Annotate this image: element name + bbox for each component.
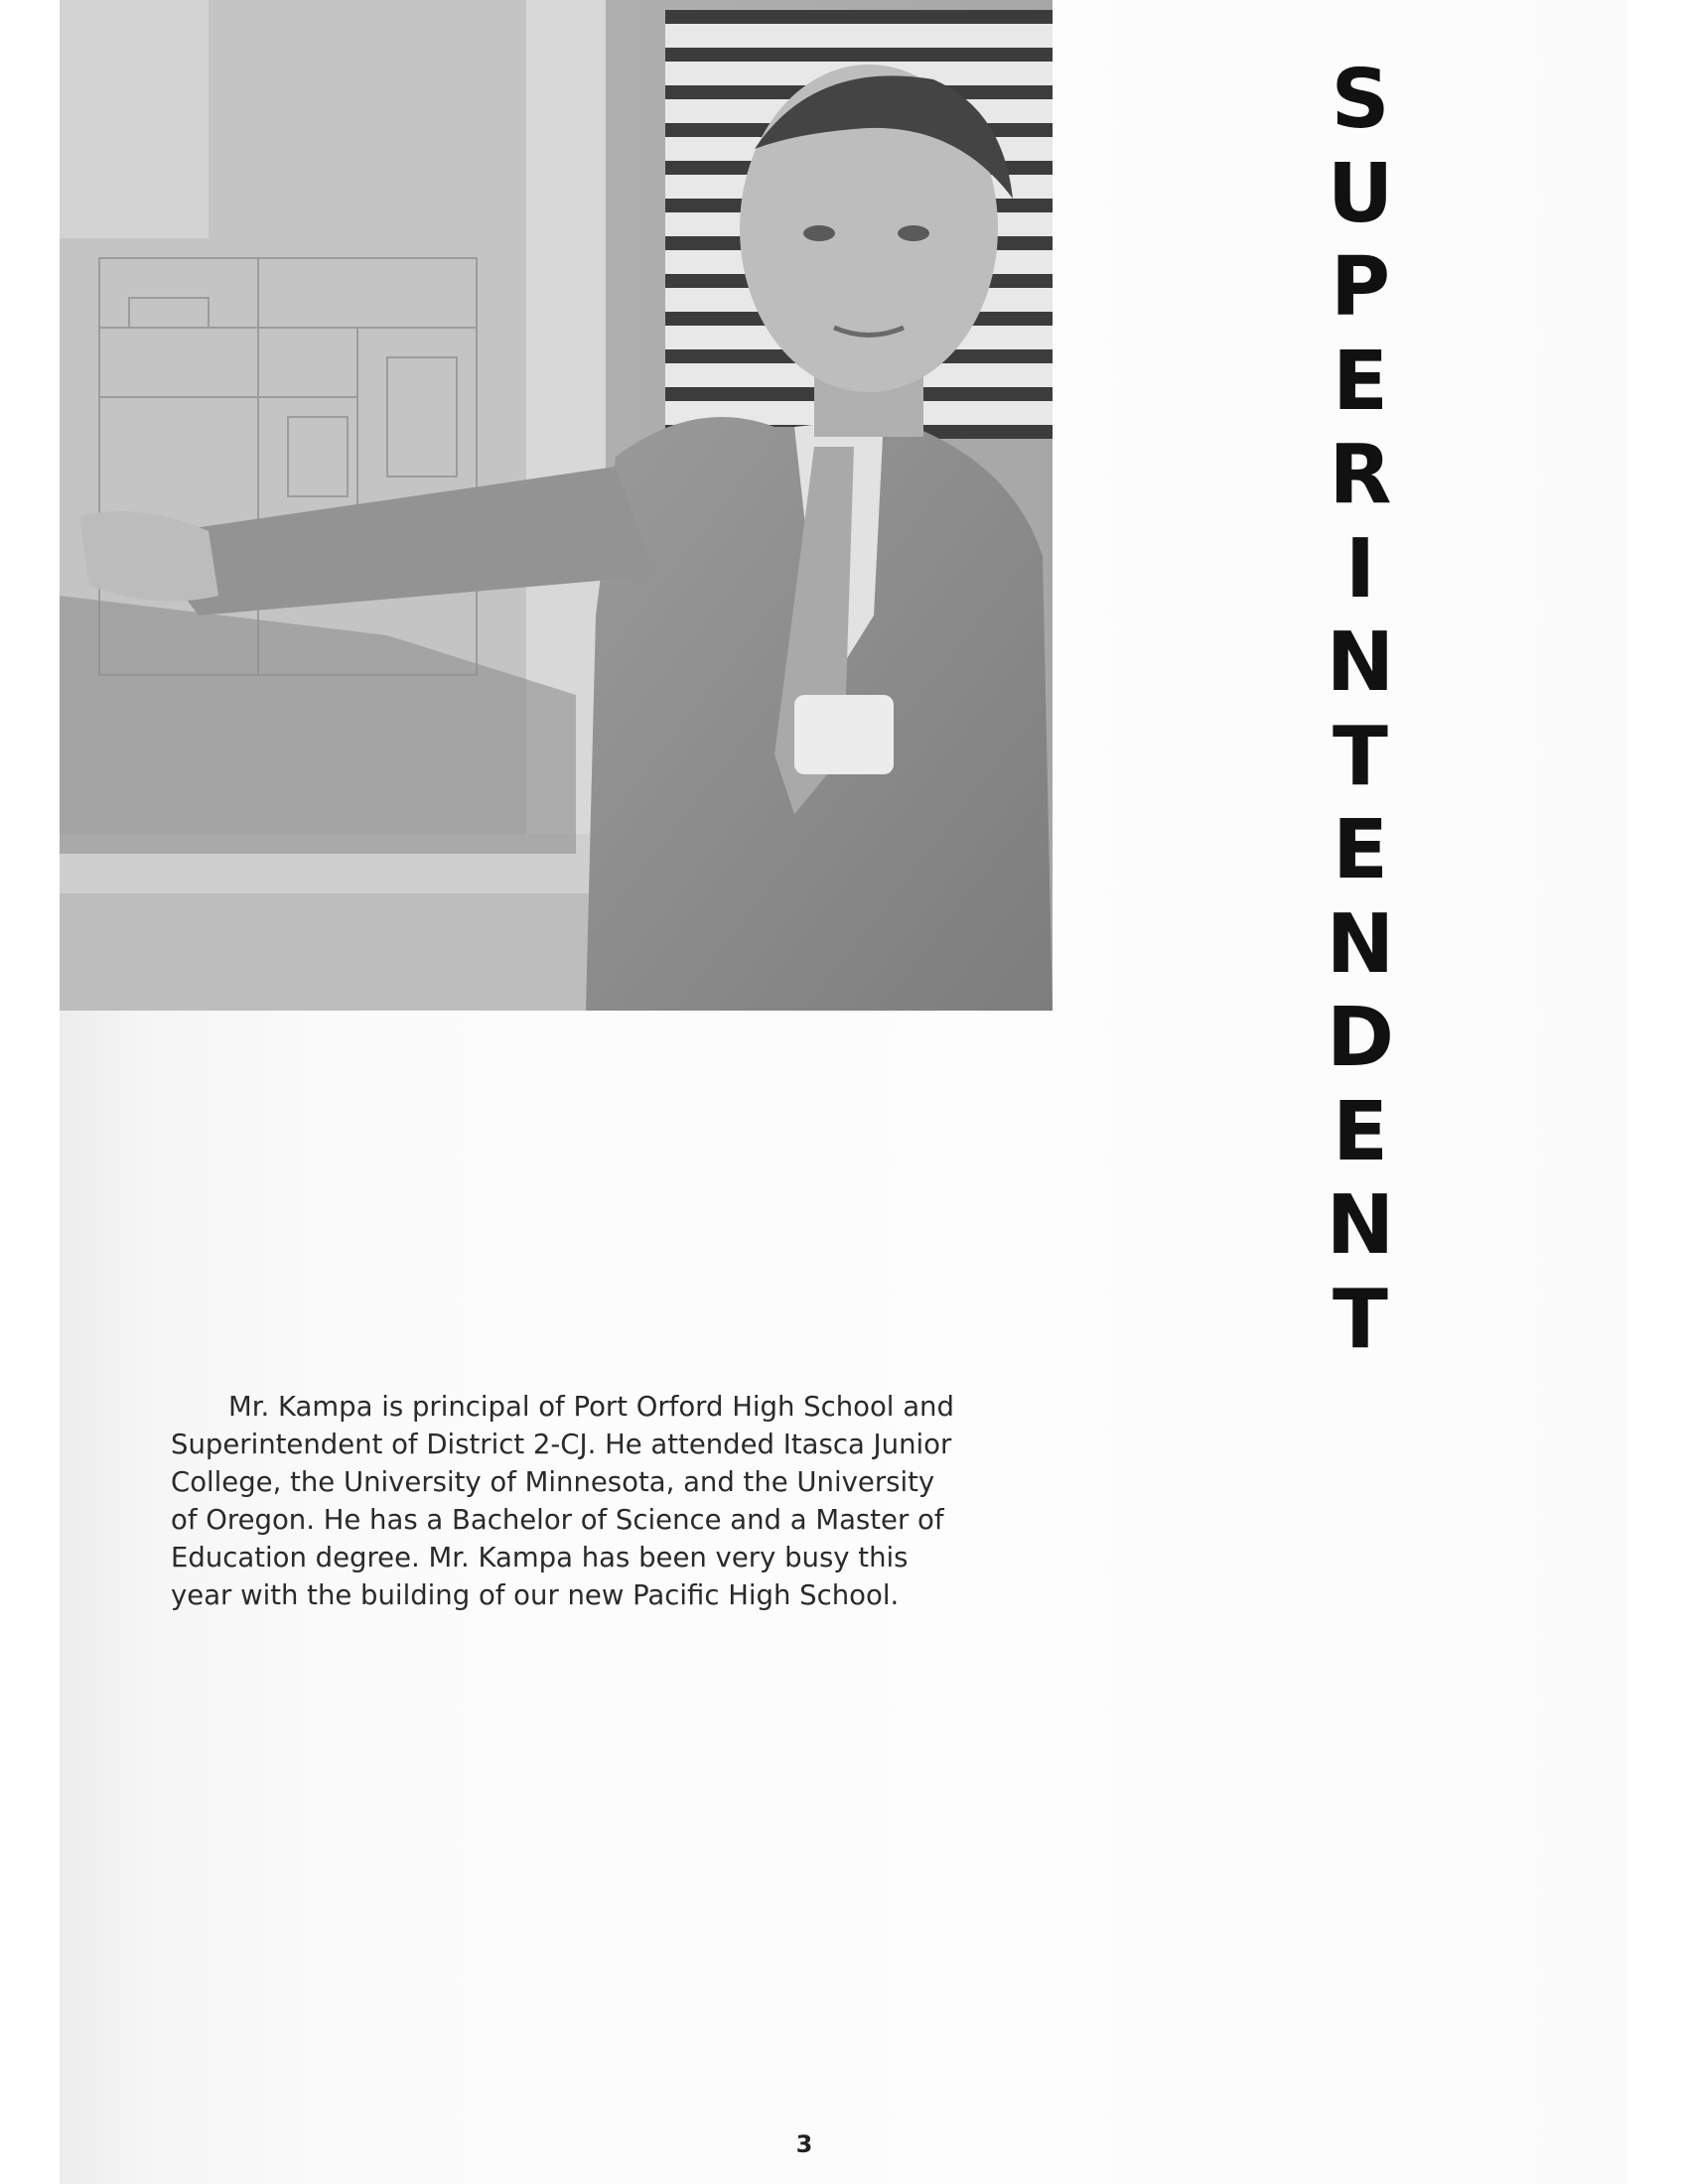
caption-line: Mr. Kampa is principal of Port Orford High School and bbox=[228, 1391, 954, 1423]
heading-letter: E bbox=[1332, 803, 1388, 897]
heading-letter: S bbox=[1331, 53, 1390, 147]
superintendent-heading bbox=[1291, 53, 1430, 1373]
superintendent-caption bbox=[171, 1388, 1084, 1614]
caption-line: Education degree. Mr. Kampa has been very busy this bbox=[171, 1542, 909, 1573]
heading-letter: E bbox=[1332, 1084, 1388, 1179]
heading-letter: D bbox=[1326, 991, 1395, 1085]
caption-line: Superintendent of District 2-CJ. He attended Itasca Junior bbox=[171, 1429, 952, 1460]
caption-line: year with the building of our new Pacific High School. bbox=[171, 1579, 900, 1611]
heading-letter: N bbox=[1326, 615, 1395, 710]
caption-line: of Oregon. He has a Bachelor of Science and a Master of bbox=[171, 1504, 944, 1536]
heading-letter: R bbox=[1329, 428, 1392, 522]
heading-letter: U bbox=[1327, 146, 1394, 241]
heading-letter: P bbox=[1330, 240, 1391, 335]
heading-letter: T bbox=[1333, 1272, 1388, 1367]
caption-line: College, the University of Minnesota, and the University bbox=[171, 1466, 935, 1498]
heading-letter: I bbox=[1344, 521, 1376, 616]
page-number: 3 bbox=[795, 2130, 813, 2158]
superintendent-photo bbox=[60, 0, 1053, 1011]
heading-letter: T bbox=[1333, 709, 1388, 804]
heading-letter: E bbox=[1332, 334, 1388, 429]
heading-letter: N bbox=[1326, 1178, 1395, 1273]
heading-letter: N bbox=[1326, 896, 1395, 992]
